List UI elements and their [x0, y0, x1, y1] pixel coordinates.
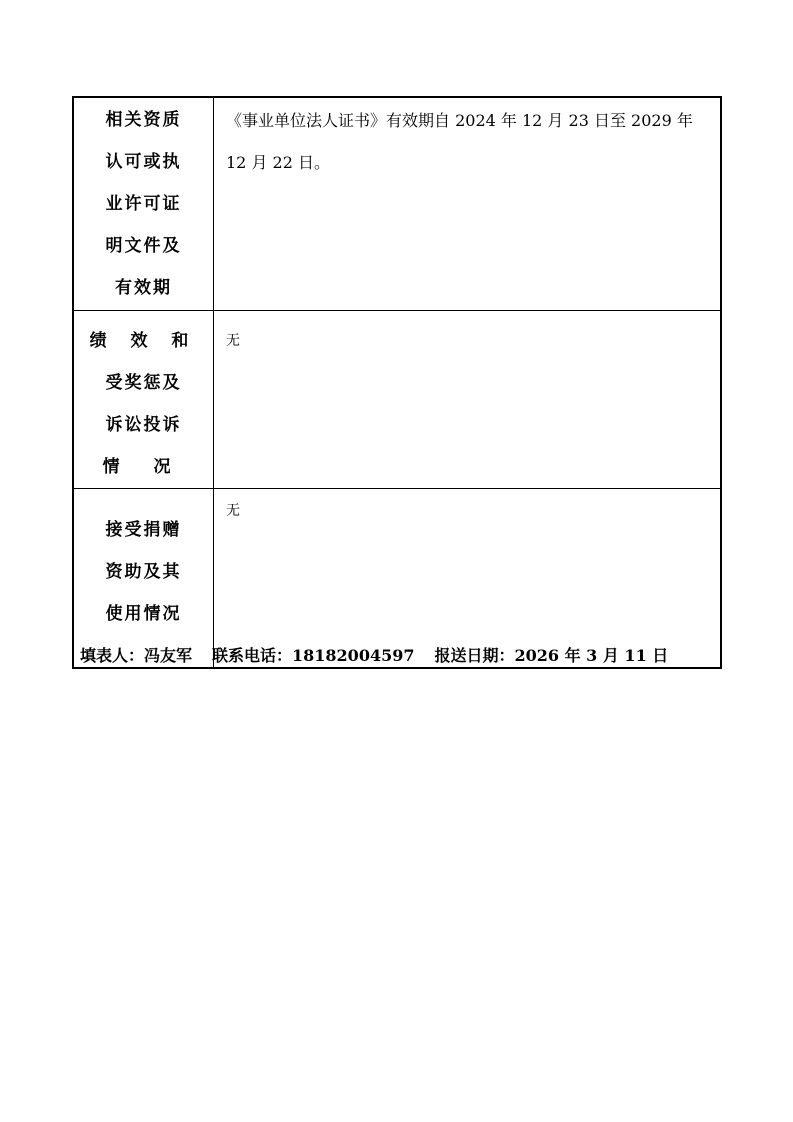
- table-row: [73, 311, 721, 489]
- row-label-line: 绩 效 和: [89, 331, 198, 351]
- row-label-line: 诉讼投诉: [105, 415, 182, 435]
- row-content-text: 无: [226, 333, 240, 349]
- row-label-cell: [73, 489, 214, 669]
- row-label-cell: [73, 97, 214, 311]
- row-content-cell: [214, 311, 722, 489]
- row-label-line: 使用情况: [105, 604, 182, 624]
- row-label-line: 有效期: [115, 278, 172, 298]
- row-content-text: 《事业单位法人证书》有效期自 2024 年 12 月 23 日至 2029 年 12 月 22 日。: [226, 111, 693, 172]
- submit-date: 报送日期：2026 年 3 月 11 日: [434, 646, 669, 665]
- contact-phone: 联系电话：18182004597: [212, 646, 415, 665]
- row-label-line: 接受捐赠: [105, 520, 182, 540]
- filler-name: 填表人：冯友军: [80, 646, 193, 665]
- row-label-line: 明文件及: [105, 236, 182, 256]
- info-table: [72, 96, 722, 669]
- row-content-cell: [214, 489, 722, 669]
- row-content-cell: [214, 97, 722, 311]
- row-label-line: 情 况: [102, 457, 185, 477]
- row-label-line: 资助及其: [105, 562, 182, 582]
- row-content-text: 无: [226, 503, 240, 519]
- table-row: [73, 97, 721, 311]
- row-label-line: 认可或执: [105, 152, 182, 172]
- row-label-line: 业许可证: [105, 194, 182, 214]
- form-footer: [80, 643, 668, 666]
- table-row: [73, 489, 721, 669]
- row-label-line: 受奖惩及: [105, 373, 182, 393]
- row-label-cell: [73, 311, 214, 489]
- row-label-line: 相关资质: [105, 110, 182, 130]
